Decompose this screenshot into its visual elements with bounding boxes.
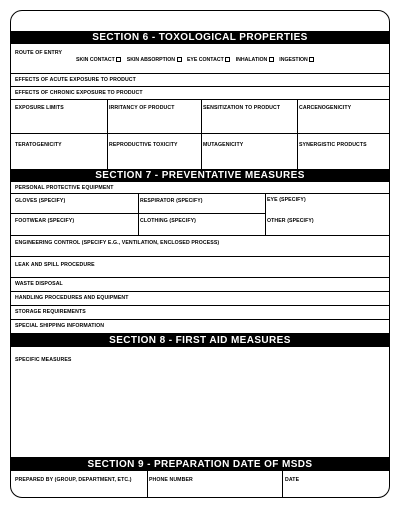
divider [11,291,389,292]
section9-title: SECTION 9 - PREPARATION DATE OF MSDS [87,458,313,470]
chronic-effects-field[interactable]: EFFECTS OF CHRONIC EXPOSURE TO PRODUCT [15,90,143,96]
route-option[interactable] [279,57,314,63]
section7-banner [11,169,389,182]
carcinogenicity-field[interactable]: CARCENOGENICITY [299,105,352,111]
route-label: SKIN ABSORPTION [126,57,175,63]
route-label: EYE CONTACT [186,57,224,63]
other-ppe-field[interactable]: OTHER (SPECIFY) [267,218,314,224]
route-option[interactable] [76,57,121,63]
checkbox-icon[interactable] [269,57,274,62]
route-option[interactable] [187,57,230,63]
section8-title: SECTION 8 - FIRST AID MEASURES [109,334,291,346]
eye-protection-field[interactable]: EYE (SPECIFY) [267,197,306,203]
acute-effects-field[interactable]: EFFECTS OF ACUTE EXPOSURE TO PRODUCT [15,77,136,83]
checkbox-icon[interactable] [177,57,182,62]
phone-number-field[interactable]: PHONE NUMBER [149,477,193,483]
divider [11,86,389,87]
footwear-field[interactable]: FOOTWEAR (SPECIFY) [15,218,75,224]
divider [265,193,266,235]
sensitization-field[interactable]: SENSITIZATION TO PRODUCT [203,105,281,111]
divider [147,471,148,498]
section9-banner [11,457,389,471]
prepared-by-field[interactable]: PREPARED BY (GROUP, DEPARTMENT, ETC.) [15,477,132,483]
section6-banner [11,31,389,44]
engineering-control-field[interactable]: ENGINEERING CONTROL (SPECIFY E.G., VENTILATION, ENCLOSED PROCESS) [15,240,220,246]
mutagenicity-field[interactable]: MUTAGENICITY [203,142,244,148]
divider [297,99,298,169]
divider [11,99,389,100]
route-checkbox-row [76,57,318,63]
divider [11,133,389,134]
handling-field[interactable]: HANDLING PROCEDURES AND EQUIPMENT [15,295,129,301]
shipping-field[interactable]: SPECIAL SHIPPING INFORMATION [15,323,105,329]
ppe-label: PERSONAL PROTECTIVE EQUIPMENT [15,185,114,191]
exposure-limits-field[interactable]: EXPOSURE LIMITS [15,105,64,111]
checkbox-icon[interactable] [116,57,121,62]
divider [11,73,389,74]
gloves-field[interactable]: GLOVES (SPECIFY) [15,198,66,204]
route-option[interactable] [236,57,274,63]
irritancy-field[interactable]: IRRITANCY OF PRODUCT [109,105,175,111]
reproductive-toxicity-field[interactable]: REPRODUCTIVE TOXICITY [109,142,178,148]
checkbox-icon[interactable] [225,57,230,62]
section6-title: SECTION 6 - TOXOLOGICAL PROPERTIES [92,32,308,43]
waste-disposal-field[interactable]: WASTE DISPOSAL [15,281,63,287]
teratogenicity-field[interactable]: TERATOGENICITY [15,142,62,148]
divider [138,193,139,235]
divider [11,277,389,278]
section7-title: SECTION 7 - PREVENTATIVE MEASURES [95,170,305,181]
divider [201,99,202,169]
clothing-field[interactable]: CLOTHING (SPECIFY) [140,218,196,224]
leak-spill-field[interactable]: LEAK AND SPILL PROCEDURE [15,262,95,268]
specific-measures-field[interactable]: SPECIFIC MEASURES [15,357,72,363]
synergistic-products-field[interactable]: SYNERGISTIC PRODUCTS [299,142,367,148]
route-of-entry-label: ROUTE OF ENTRY [15,50,63,56]
section8-banner [11,333,389,347]
route-option[interactable] [127,57,182,63]
divider [11,305,389,306]
divider [11,256,389,257]
route-label: INGESTION [279,57,308,63]
route-label: INHALATION [235,57,268,63]
date-field[interactable]: DATE [285,477,300,483]
storage-field[interactable]: STORAGE REQUIREMENTS [15,309,86,315]
respirator-field[interactable]: RESPIRATOR (SPECIFY) [140,198,203,204]
divider [11,235,389,236]
divider [282,471,283,498]
divider [107,99,108,169]
divider [11,319,389,320]
msds-form [10,10,390,498]
route-label: SKIN CONTACT [76,57,115,63]
checkbox-icon[interactable] [309,57,314,62]
divider [11,193,389,194]
